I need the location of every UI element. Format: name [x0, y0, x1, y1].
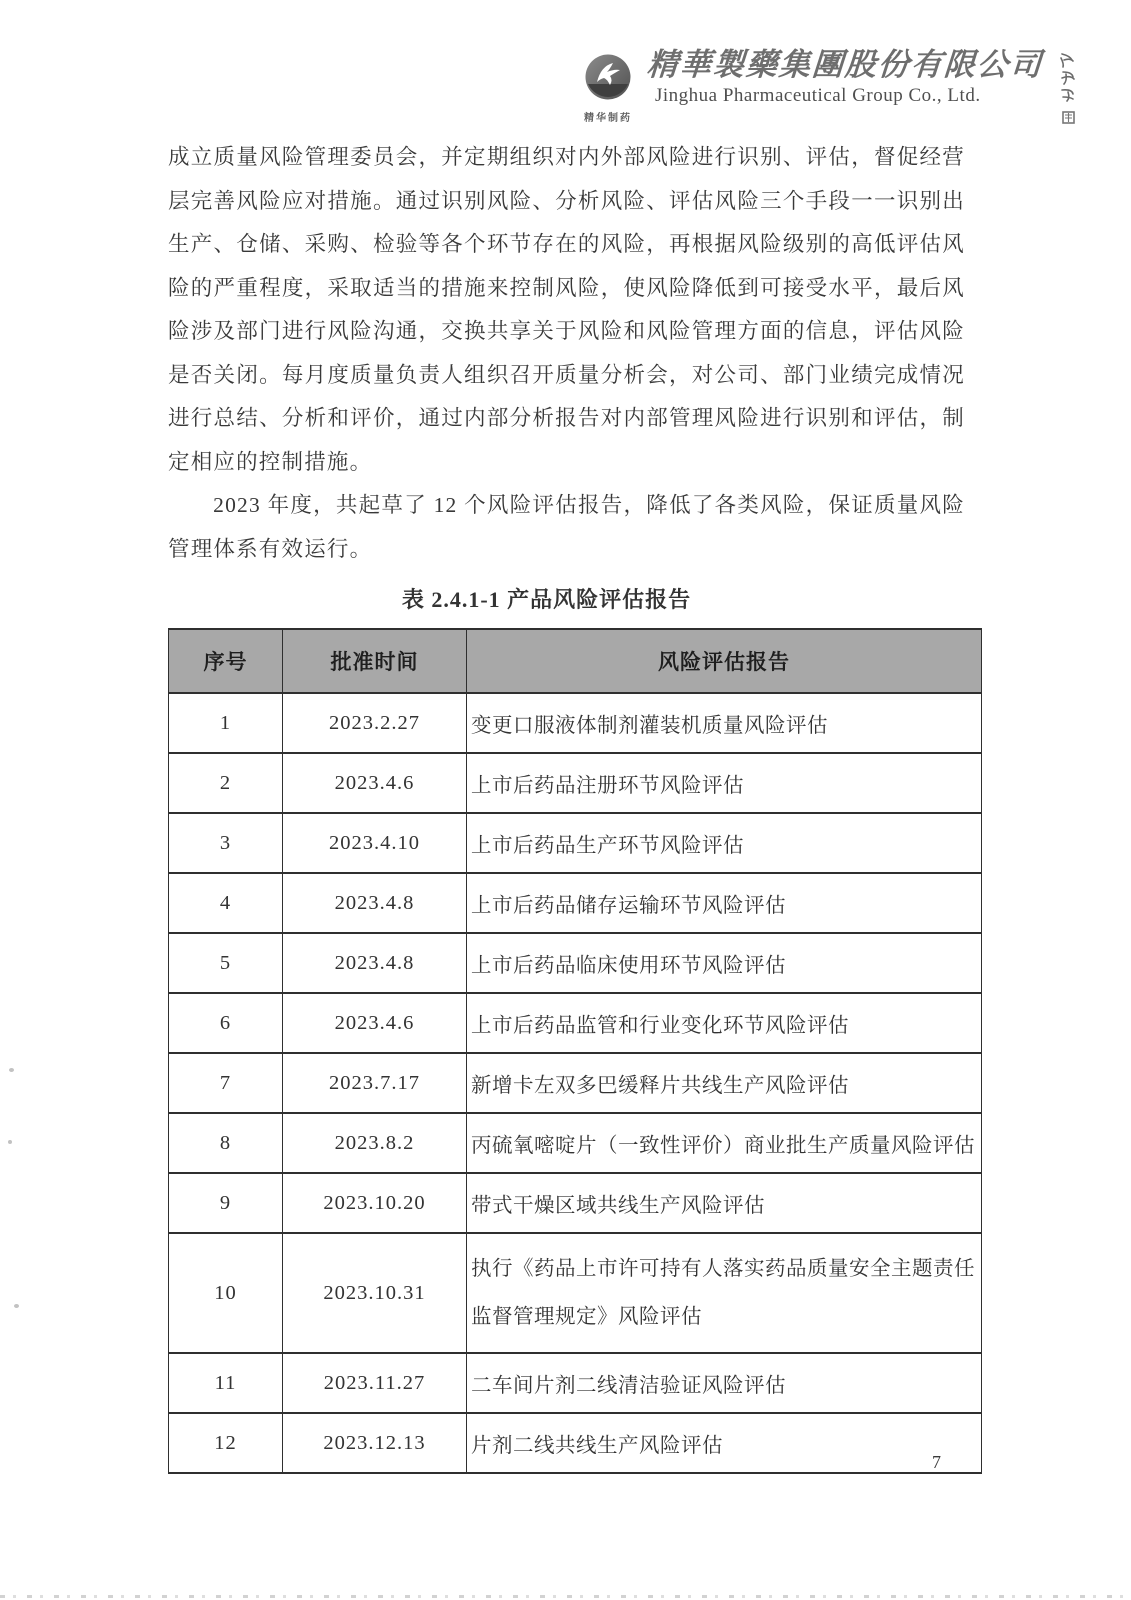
cell-date: 2023.10.31: [283, 1233, 467, 1353]
table-row: [169, 933, 982, 993]
table-row: [169, 1053, 982, 1113]
risk-assessment-table: [168, 628, 982, 1474]
cell-date: 2023.4.8: [283, 933, 467, 993]
cell-report: 上市后药品生产环节风险评估: [467, 813, 982, 873]
cell-report: 上市后药品监管和行业变化环节风险评估: [467, 993, 982, 1053]
table-caption: 表 2.4.1-1 产品风险评估报告: [401, 587, 692, 612]
scan-noise-band: [0, 1595, 1131, 1598]
body-paragraph-2: 2023 年度，共起草了 12 个风险评估报告，降低了各类风险，保证质量风险管理体系有效运行。: [168, 493, 965, 561]
cell-report: 执行《药品上市许可持有人落实药品质量安全主题责任监督管理规定》风险评估: [467, 1233, 982, 1353]
table-row: [169, 1353, 982, 1413]
cell-date: 2023.4.8: [283, 873, 467, 933]
body-paragraph-1: 成立质量风险管理委员会，并定期组织对内外部风险进行识别、评估，督促经营层完善风险应对措施。通过识别风险、分析风险、评估风险三个手段一一识别出生产、仓储、采购、检验等各个环节存在的风险，再根据风险级别的高低评估风险的严重程度，采取适当的措施来控制风险，使风险降低到可接受水平，最后风险涉及部门进行风险沟通，交换共享关于风险和风险管理方面的信息，评估风险是否关闭。每月度质量负责人组织召开质量分析会，对公司、部门业绩完成情况进行总结、分析和评价，通过内部分析报告对内部管理风险进行识别和评估，制定相应的控制措施。: [168, 145, 965, 474]
cell-date: 2023.7.17: [283, 1053, 467, 1113]
cell-no: 6: [169, 993, 283, 1053]
table-row: [169, 813, 982, 873]
cell-no: 8: [169, 1113, 283, 1173]
cell-report: 上市后药品储存运输环节风险评估: [467, 873, 982, 933]
cell-no: 5: [169, 933, 283, 993]
cell-no: 7: [169, 1053, 283, 1113]
company-name-block: [647, 48, 1043, 107]
table-row: [169, 1113, 982, 1173]
cell-report: 带式干燥区域共线生产风险评估: [467, 1173, 982, 1233]
cell-report: 变更口服液体制剂灌装机质量风险评估: [467, 693, 982, 753]
table-row: [169, 693, 982, 753]
cell-no: 4: [169, 873, 283, 933]
company-name-chinese: 精華製藥集團股份有限公司: [645, 47, 1045, 82]
table-row: [169, 1173, 982, 1233]
cell-report: 上市后药品注册环节风险评估: [467, 753, 982, 813]
page-number: 7: [932, 1452, 941, 1472]
cell-no: 11: [169, 1353, 283, 1413]
cell-date: 2023.4.6: [283, 993, 467, 1053]
cell-date: 2023.12.13: [283, 1413, 467, 1473]
cell-date: 2023.4.10: [283, 813, 467, 873]
column-header-report: 风险评估报告: [467, 629, 982, 693]
cell-date: 2023.8.2: [283, 1113, 467, 1173]
cell-no: 2: [169, 753, 283, 813]
column-header-no: 序号: [169, 629, 283, 693]
cell-report: 新增卡左双多巴缓释片共线生产风险评估: [467, 1053, 982, 1113]
company-logo-icon: [583, 52, 633, 107]
company-name-english: Jinghua Pharmaceutical Group Co., Ltd.: [655, 85, 981, 107]
scan-speck: [14, 1304, 19, 1308]
logo-caption: 精华制药: [584, 113, 632, 124]
column-header-date: 批准时间: [283, 629, 467, 693]
cell-date: 2023.10.20: [283, 1173, 467, 1233]
cell-no: 12: [169, 1413, 283, 1473]
scan-speck: [8, 1140, 12, 1144]
cell-report: 片剂二线共线生产风险评估: [467, 1413, 982, 1473]
table-row: [169, 873, 982, 933]
calligraphy-signature-icon: [1057, 50, 1079, 135]
table-row: [169, 993, 982, 1053]
cell-date: 2023.11.27: [283, 1353, 467, 1413]
cell-no: 1: [169, 693, 283, 753]
scan-speck: [9, 1068, 14, 1072]
cell-no: 3: [169, 813, 283, 873]
cell-date: 2023.2.27: [283, 693, 467, 753]
cell-no: 10: [169, 1233, 283, 1353]
cell-report: 二车间片剂二线清洁验证风险评估: [467, 1353, 982, 1413]
cell-date: 2023.4.6: [283, 753, 467, 813]
cell-report: 丙硫氧嘧啶片（一致性评价）商业批生产质量风险评估: [467, 1113, 982, 1173]
page-content: [168, 136, 975, 1474]
letterhead: [583, 48, 1079, 135]
cell-no: 9: [169, 1173, 283, 1233]
table-row: [169, 753, 982, 813]
table-header-row: [169, 629, 982, 693]
company-logo: [583, 52, 633, 124]
table-row: [169, 1233, 982, 1353]
cell-report: 上市后药品临床使用环节风险评估: [467, 933, 982, 993]
table-row: [169, 1413, 982, 1473]
